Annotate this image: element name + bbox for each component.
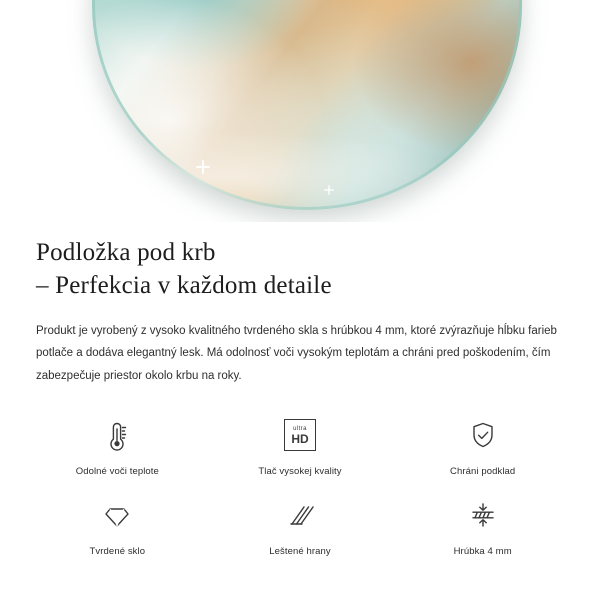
feature-item-heat-resistance bbox=[26, 413, 209, 477]
ultra-hd-icon bbox=[284, 413, 316, 457]
feature-item-polished-edges bbox=[209, 493, 392, 557]
feature-label: Chráni podklad bbox=[450, 466, 516, 478]
feature-label: Hrúbka 4 mm bbox=[453, 546, 512, 558]
feature-label: Tlač vysokej kvality bbox=[258, 466, 342, 478]
page-title-line-1: Podložka pod krb bbox=[36, 239, 216, 266]
feature-label: Odolné voči teplote bbox=[75, 466, 159, 478]
feature-item-print-quality bbox=[209, 413, 392, 477]
feature-label: Tvrdené sklo bbox=[89, 546, 146, 558]
feature-item-tempered-glass bbox=[26, 493, 209, 557]
feature-item-surface-protection bbox=[391, 413, 574, 477]
ultra-hd-small-text: ultra bbox=[293, 425, 307, 432]
product-description: Produkt je vyrobený z vysoko kvalitného tvrdeného skla s hrúbkou 4 mm, ktoré zvýrazňuje hĺbku farieb potlače a dodáva elegantný lesk. Má odolnosť voči vysokým teplotám a chráni pred poškodením, čím zabezpečuje priestor okolo krbu na roky. bbox=[36, 325, 557, 382]
thermometer-icon bbox=[97, 413, 137, 457]
thickness-icon bbox=[463, 493, 503, 537]
glass-edge bbox=[92, 0, 522, 210]
page-title-line-2: – Perfekcia v každom detaile bbox=[36, 272, 332, 299]
ultra-hd-big-text: HD bbox=[291, 431, 309, 446]
feature-grid bbox=[0, 413, 600, 557]
text-content bbox=[0, 222, 600, 387]
feature-label: Leštené hrany bbox=[269, 546, 331, 558]
shield-check-icon bbox=[463, 413, 503, 457]
polished-edges-icon bbox=[280, 493, 320, 537]
feature-item-thickness bbox=[391, 493, 574, 557]
glass-mat-disc bbox=[92, 0, 522, 210]
page-title bbox=[36, 236, 564, 302]
diamond-icon bbox=[97, 493, 137, 537]
hero-image bbox=[0, 0, 600, 222]
